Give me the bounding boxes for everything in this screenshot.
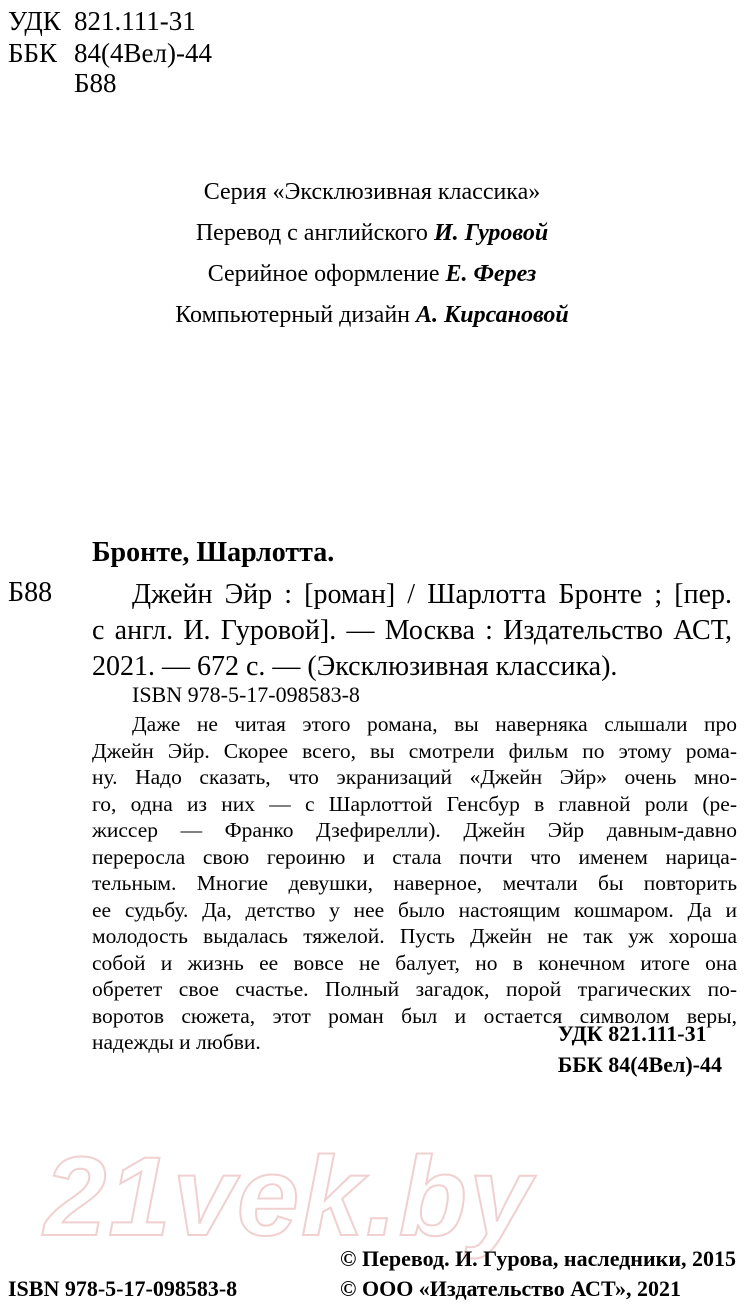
udk-row — [8, 6, 196, 36]
footer-isbn: ISBN 978-5-17-098583-8 — [8, 1276, 238, 1301]
biblio-isbn: ISBN 978-5-17-098583-8 — [132, 682, 360, 707]
translation-line — [0, 213, 744, 254]
annotation-line: обретет свое счастье. Полный загадок, порой трагических по- — [92, 977, 737, 1001]
copyright-block — [340, 1244, 736, 1304]
udk-value: 821.111-31 — [74, 6, 196, 36]
biblio-line: 2021. — 672 с. — (Эксклюзивная классика). — [92, 651, 618, 682]
annotation-line: переросла свою героиню и стала почти что именем нарица- — [92, 844, 737, 869]
design-prefix: Серийное оформление — [207, 261, 440, 287]
biblio-description — [92, 577, 732, 685]
bbk-row — [8, 38, 212, 68]
copyright-publisher: © ООО «Издательство АСТ», 2021 — [340, 1276, 682, 1301]
annotation-line: воротов сюжета, этот роман был и остается символом веры, — [92, 1003, 737, 1028]
computer-design-prefix: Компьютерный дизайн — [175, 302, 411, 328]
design-line — [0, 254, 744, 295]
bbk-label: ББК — [8, 38, 58, 68]
annotation-line: ну. Надо сказать, что экранизаций «Джейн Эйр» очень мно- — [92, 765, 737, 789]
annotation-line: Джейн Эйр. Скорее всего, вы смотрели фильм по этому рома- — [92, 738, 737, 763]
copyright-translation: © Перевод. И. Гурова, наследники, 2015 — [340, 1246, 736, 1271]
series-text: Серия «Эксклюзивная классика» — [203, 179, 541, 205]
biblio-line: с англ. И. Гуровой]. — Москва : Издательство АСТ, — [92, 615, 732, 646]
biblio-author: Бронте, Шарлотта. — [92, 537, 335, 568]
annotation-line: собой и жизнь ее вовсе не балует, но в конечном итоге она — [92, 950, 737, 975]
udk-label: УДК — [8, 6, 61, 36]
bbk-value: 84(4Вел)-44 — [74, 38, 212, 68]
credits-block — [0, 172, 744, 336]
author-mark: Б88 — [74, 68, 117, 98]
translation-prefix: Перевод с английского — [195, 220, 428, 246]
bottom-codes — [558, 1018, 722, 1080]
annotation-line: ее судьбу. Да, детство у нее было настоящим кошмаром. Да и — [92, 897, 737, 922]
annotation-line: молодость выдалась тяжелой. Пусть Джейн не так уж хороша — [92, 924, 737, 948]
bottom-udk: УДК 821.111-31 — [557, 1021, 707, 1046]
annotation-line: жиссер — Франко Дзефирелли). Джейн Эйр давным-давно — [92, 818, 737, 842]
watermark: 21vek.by — [44, 1134, 534, 1259]
annotation-line: надежды и любви. — [92, 1030, 261, 1054]
annotation-line: тельным. Многие девушки, наверное, мечтали бы повторить — [92, 871, 737, 895]
translator-name: И. Гуровой — [433, 220, 549, 246]
computer-designer-name: А. Кирсановой — [416, 302, 569, 328]
annotation-line: Даже не читая этого романа, вы наверняка слышали про — [132, 712, 737, 736]
computer-design-line — [0, 295, 744, 336]
biblio-code: Б88 — [8, 577, 53, 608]
biblio-line: Джейн Эйр : [роман] / Шарлотта Бронте ; [пер. — [132, 579, 732, 610]
designer-name: Е. Ферез — [445, 261, 537, 287]
annotation — [92, 711, 737, 1056]
annotation-line: го, одна из них — с Шарлоттой Генсбур в главной роли (ре- — [92, 791, 737, 816]
bottom-bbk: ББК 84(4Вел)-44 — [557, 1052, 722, 1077]
series-line — [0, 172, 744, 213]
